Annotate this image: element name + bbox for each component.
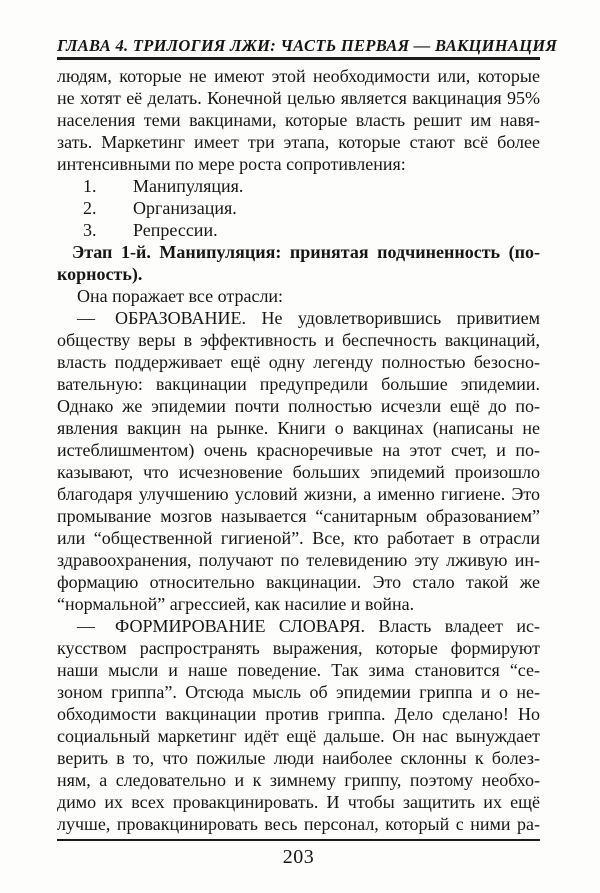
text-line: или “общественной гигиеной”. Все, кто работает в отрасли: [57, 528, 540, 548]
text-line: 2. Организация.: [83, 198, 237, 218]
text-line: Она поражает все отрасли:: [77, 286, 284, 306]
text-line: социальный маркетинг идёт ещё дальше. Он нас вынуждает: [57, 726, 540, 746]
dash-marker: —: [77, 616, 95, 636]
text-line: — ФОРМИРОВАНИЕ СЛОВАРЯ. Власть владеет ис-: [77, 616, 540, 636]
text-line: вательную: вакцинации предупредили большие эпидемии.: [57, 374, 540, 394]
text-line: зать. Маркетинг имеет три этапа, которые стают всё более: [57, 132, 540, 152]
list-number: 1.: [83, 176, 97, 196]
text-line: корность).: [57, 264, 143, 284]
text-line: благодаря улучшению условий жизни, а именно гигиене. Это: [57, 484, 540, 504]
text-line: 3. Репрессии.: [83, 220, 218, 240]
text-line: обществу веры в эффективность и беспечность вакцинаций,: [57, 330, 540, 350]
text-line: населения теми вакцинами, которые власть решит им навя-: [57, 110, 540, 130]
text-line: верить в то, что пожилые люди наиболее склонны к болез-: [57, 748, 540, 768]
text-line: формацию относительно вакцинации. Это стало такой же: [57, 572, 540, 592]
text-line: истеблишментом) очень красноречивые на этот счет, и по-: [57, 440, 540, 460]
text-line: людям, которые не имеют этой необходимости или, которые: [57, 66, 540, 86]
text-line: наши мысли и наше поведение. Так зима становится “се-: [57, 660, 540, 680]
body-text: [57, 65, 540, 835]
text-line: не хотят её делать. Конечной целью является вакцинация 95%: [57, 88, 540, 108]
list-number: 3.: [83, 220, 97, 240]
text-line: кусством распространять выражения, которые формируют: [57, 638, 540, 658]
page-number: 203: [282, 846, 315, 868]
list-number: 2.: [83, 198, 97, 218]
text-line: Однако же эпидемии почти полностью исчезли ещё до по-: [57, 396, 540, 416]
dash-marker: —: [77, 308, 95, 328]
text-line: явления вакцин на рынке. Книги о вакцинах (написаны не: [57, 418, 540, 438]
text-line: — ОБРАЗОВАНИЕ. Не удовлетворившись привитием: [77, 308, 540, 328]
text-line: власть поддерживает ещё одну легенду полностью безосно-: [57, 352, 540, 372]
text-line: димо их всех провакцинировать. И чтобы защитить их ещё: [57, 792, 540, 812]
text-line: 1. Манипуляция.: [83, 176, 244, 196]
text-line: зоном гриппа”. Отсюда мысль об эпидемии гриппа и о не-: [57, 682, 540, 702]
text-line: “нормальной” агрессией, как насилие и война.: [57, 594, 415, 614]
text-line: Этап 1-й. Манипуляция: принятая подчиненность (по-: [72, 242, 540, 262]
text-line: здравоохранения, получают по телевидению эту лживую ин-: [57, 550, 540, 570]
text-line: казывают, что исчезновение больших эпидемий произошло: [57, 462, 540, 482]
text-line: обходимости вакцинации против гриппа. Дело сделано! Но: [57, 704, 540, 724]
header-divider: [57, 57, 540, 60]
text-line: лучше, провакцинировать весь персонал, который с ними ра-: [57, 814, 540, 834]
text-line: ням, а следовательно и к зимнему гриппу, поэтому необхо-: [57, 770, 540, 790]
chapter-header: ГЛАВА 4. ТРИЛОГИЯ ЛЖИ: ЧАСТЬ ПЕРВАЯ — ВАКЦИНАЦИЯ: [57, 36, 558, 55]
text-line: интенсивными по мере роста сопротивления:: [57, 154, 406, 174]
text-line: промывание мозгов называется “санитарным образованием”: [57, 506, 540, 526]
